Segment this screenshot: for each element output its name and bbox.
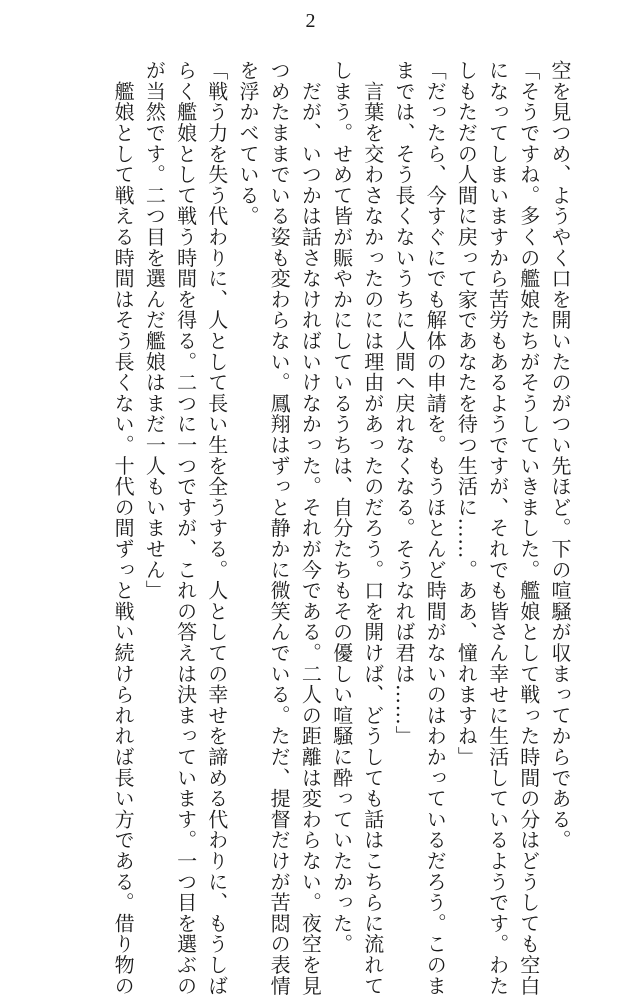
text-line: しもただの人間に戻って家であなたを待つ生活に……。ああ、憧れますね」 <box>454 60 479 768</box>
text-line: 空を見つめ、ようやく口を開いたのがつい先ほど。下の喧騒が収まってからである。 <box>548 60 572 851</box>
text-line: を浮かべている。 <box>235 60 260 227</box>
text-line: までは、そう長くないうちに人間へ戻れなくなる。そうなれば君は……」 <box>391 60 416 747</box>
text-line: らく艦娘として戦う時間を得る。二つに一つですが、これの答えは決まっています。一つ目を選ぶの <box>173 60 198 996</box>
text-line: だが、いつかは話さなければいけなかった。それが今である。二人の距離は変わらない。夜空を見 <box>298 60 323 996</box>
text-line: 「そうですね。多くの艦娘たちがそうしていきました。艦娘として戦った時間の分はどうしても空白 <box>516 60 541 996</box>
text-line: が当然です。二つ目を選んだ艦娘はまだ一人もいません」 <box>142 60 167 601</box>
text-line: 「だったら、今すぐにでも解体の申請を。もうほとんど時間がないのはわかっているだろう。このま <box>423 60 448 996</box>
text-line: しまう。せめて皆が賑やかにしているうちは、自分たちもその優しい喧騒に酔っていたかった。 <box>329 60 354 955</box>
text-line: つめたままでいる姿も変わらない。鳳翔はずっと静かに微笑んでいる。ただ、提督だけが苦悶の表情 <box>267 60 292 996</box>
vertical-text-body <box>107 60 575 996</box>
text-line: 言葉を交わさなかったのには理由があったのだろう。口を開けば、どうしても話はこちらに流れて <box>360 60 385 996</box>
text-line: になってしまいますから苦労もあるようですが、それでも皆さん幸せに生活しているようです。わた <box>485 60 510 996</box>
text-line: 艦娘として戦える時間はそう長くない。十代の間ずっと戦い続けられれば長い方である。借り物の <box>111 60 136 996</box>
page-number: 2 <box>305 10 316 32</box>
text-line: 「戦う力を失う代わりに、人として長い生を全うする。人としての幸せを諦める代わりに、もうしば <box>204 60 229 996</box>
